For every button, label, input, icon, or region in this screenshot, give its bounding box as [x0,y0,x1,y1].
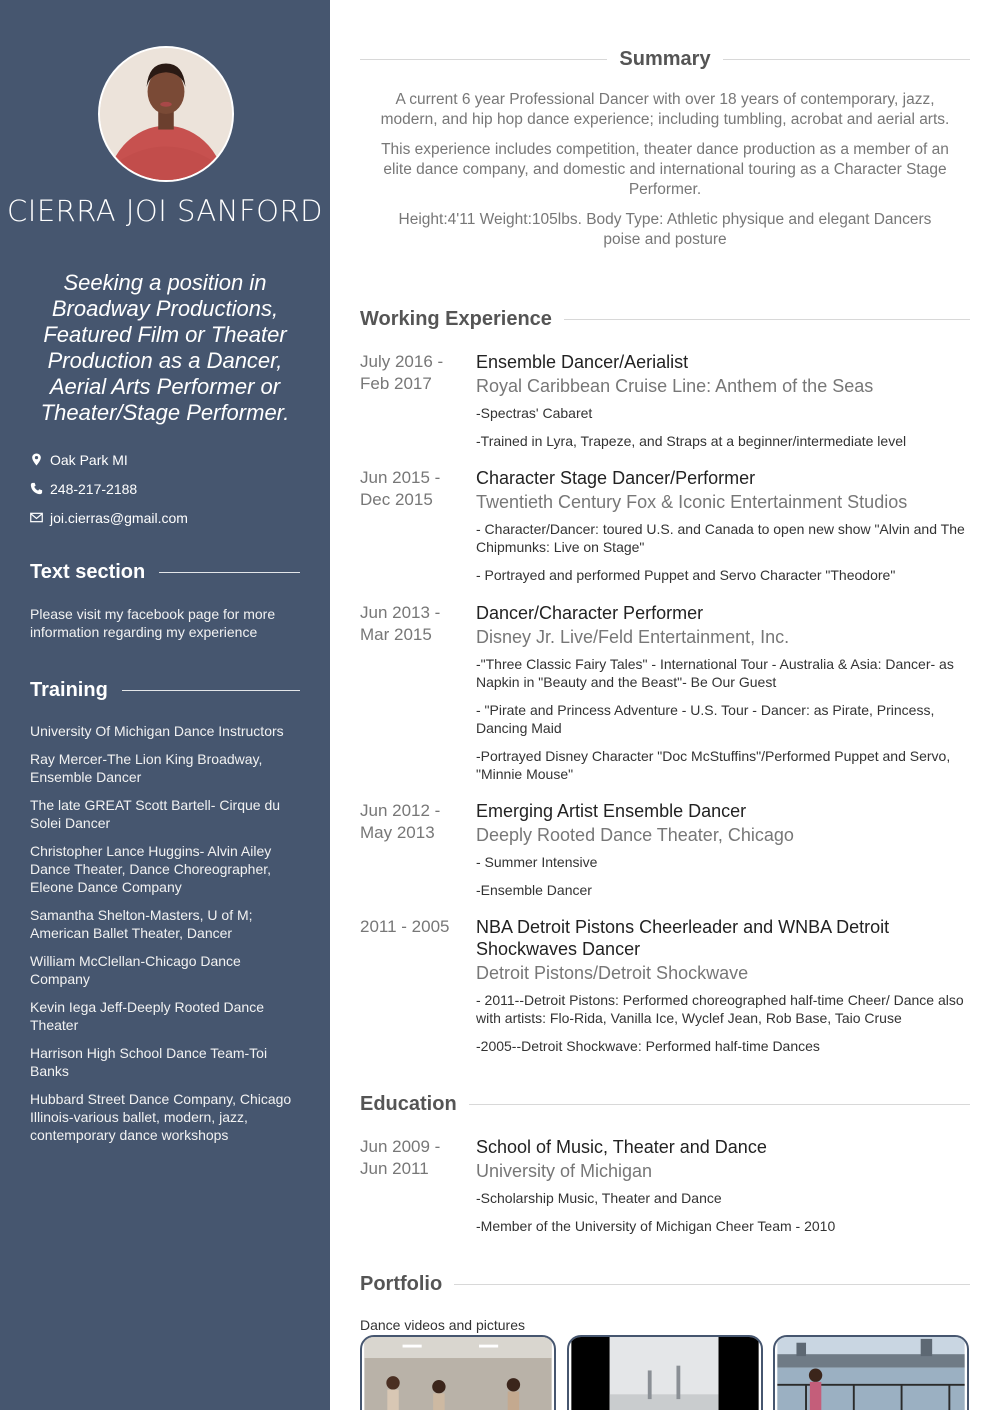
divider [360,59,607,60]
entry-company: Royal Caribbean Cruise Line: Anthem of the Seas [476,376,874,396]
profile-photo [100,48,232,180]
entry-title: Character Stage Dancer/Performer [476,468,756,488]
entry-body [476,1136,970,1240]
divider [723,59,970,60]
entry-title: Dancer/Character Performer [476,603,704,623]
training-list [30,722,300,1154]
divider [564,319,970,320]
summary-heading [360,46,970,72]
text-section-title: Text section [30,561,146,583]
entry-title: NBA Detroit Pistons Cheerleader and WNBA Detroit Shockwaves Dancer [476,917,890,959]
entry-title: Emerging Artist Ensemble Dancer [476,801,747,821]
summary-text [380,90,950,260]
entry-body [476,351,970,455]
portfolio-gallery [360,1335,970,1410]
list-item: William McClellan-Chicago Dance Company [30,953,241,987]
education-heading [360,1093,970,1116]
entry-details [476,655,970,783]
portfolio-caption: Dance videos and pictures [360,1317,525,1333]
entry-date: Jun 2009 - Jun 2011 [360,1137,441,1178]
entry-detail: -Spectras' Cabaret [476,405,593,421]
list-item: Harrison High School Dance Team-Toi Banks [30,1045,268,1079]
text-section-heading [30,561,300,584]
entry-date: Jun 2012 - May 2013 [360,801,441,842]
entry-detail: - Character/Dancer: toured U.S. and Canada to open new show "Alvin and The Chipmunks: Live on Stage" [476,521,965,555]
entry-detail: -Scholarship Music, Theater and Dance [476,1190,722,1206]
entry-details [476,404,970,450]
entry-body [476,916,970,1060]
list-item: University Of Michigan Dance Instructors [30,723,284,739]
portfolio-heading [360,1273,970,1296]
entry-body [476,602,970,788]
training-title: Training [30,679,108,701]
entry-detail: -Portrayed Disney Character "Doc McStuffins"/Performed Puppet and Servo, "Minnie Mouse" [476,748,951,782]
location-text: Oak Park MI [50,451,128,468]
portfolio-thumbnail-1[interactable] [360,1335,556,1410]
candidate-name: CIERRA JOI SANFORD [7,194,323,228]
entry-detail: - Portrayed and performed Puppet and Servo Character "Theodore" [476,567,896,583]
experience-title: Working Experience [360,308,552,330]
entry-detail: - Summer Intensive [476,854,598,870]
portfolio-thumbnail-2[interactable] [567,1335,763,1410]
list-item: Samantha Shelton-Masters, U of M; American Ballet Theater, Dancer [30,907,253,941]
list-item: Christopher Lance Huggins- Alvin Ailey Dance Theater, Dance Choreographer, Eleone Dance Company [30,843,272,895]
entry-detail: -Ensemble Dancer [476,882,592,898]
entry-detail: -2005--Detroit Shockwave: Performed half-time Dances [476,1038,820,1054]
email-link[interactable]: joi.cierras@gmail.com [50,509,188,526]
summary-title: Summary [619,47,711,70]
entry-detail: - 2011--Detroit Pistons: Performed choreographed half-time Cheer/ Dance also with artists: Flo-Rida, Vanilla Ice, Wyclef Jean, Rob Base, Taio Cruse [476,992,964,1026]
divider [122,690,300,691]
entry-company: Disney Jr. Live/Feld Entertainment, Inc. [476,627,790,647]
entry-detail: -Member of the University of Michigan Cheer Team - 2010 [476,1218,836,1234]
list-item: Hubbard Street Dance Company, Chicago Illinois-various ballet, modern, jazz, contemporary dance workshops [30,1091,292,1143]
entry-company: Twentieth Century Fox & Iconic Entertainment Studios [476,492,908,512]
entry-date: Jun 2013 - Mar 2015 [360,603,441,644]
entry-date: July 2016 - Feb 2017 [360,352,444,393]
entry-detail: -"Three Classic Fairy Tales" - International Tour - Australia & Asia: Dancer- as Napkin in "Beauty and the Beast"- Be Our Guest [476,656,954,690]
entry-title: Ensemble Dancer/Aerialist [476,352,689,372]
entry-company: Detroit Pistons/Detroit Shockwave [476,963,749,983]
summary-paragraph: A current 6 year Professional Dancer with over 18 years of contemporary, jazz, modern, and hip hop dance experience; including tumbling, acrobat and aerial arts. [380,91,950,128]
entry-date: Jun 2015 - Dec 2015 [360,468,441,509]
contact-email [30,503,300,532]
main-content [360,0,970,1410]
education-title: Education [360,1093,457,1115]
entry-details [476,991,970,1055]
phone-text[interactable]: 248-217-2188 [50,480,138,497]
phone-icon [30,480,48,498]
text-section-body: Please visit my facebook page for more information regarding my experience [30,606,276,640]
training-heading [30,679,300,702]
entry-details [476,853,970,899]
entry-detail: - "Pirate and Princess Adventure - U.S. Tour - Dancer: as Pirate, Princess, Dancing Maid [476,702,935,736]
summary-paragraph: This experience includes competition, theater dance production as a member of an elite dance company, and domestic and international touring as a Character Stage Performer. [381,141,949,198]
sidebar [0,0,330,1410]
list-item: Ray Mercer-The Lion King Broadway, Ensemble Dancer [30,751,263,785]
entry-details [476,1189,970,1235]
portfolio-title: Portfolio [360,1273,443,1295]
objective-statement: Seeking a position in Broadway Productions, Featured Film or Theater Production as a Dancer, Aerial Arts Performer or Theater/Stage Performer. [40,270,290,425]
list-item: Kevin Iega Jeff-Deeply Rooted Dance Theater [30,999,264,1033]
map-pin-icon [30,451,48,469]
envelope-icon [30,509,48,527]
contact-location [30,445,300,474]
entry-title: School of Music, Theater and Dance [476,1137,767,1157]
entry-details [476,520,970,584]
avatar [98,46,234,182]
entry-company: Deeply Rooted Dance Theater, Chicago [476,825,794,845]
portfolio-thumbnail-3[interactable] [773,1335,969,1410]
divider [159,572,300,573]
list-item: The late GREAT Scott Bartell- Cirque du Solei Dancer [30,797,281,831]
entry-body [476,800,970,904]
entry-body [476,467,970,589]
entry-company: University of Michigan [476,1161,653,1181]
entry-detail: -Trained in Lyra, Trapeze, and Straps at a beginner/intermediate level [476,433,907,449]
divider [469,1104,970,1105]
divider [454,1284,970,1285]
contact-phone [30,474,300,503]
entry-date: 2011 - 2005 [360,917,450,936]
summary-paragraph: Height:4'11 Weight:105lbs. Body Type: Athletic physique and elegant Dancers poise and posture [398,211,932,248]
experience-heading [360,308,970,331]
contact-info [30,445,300,532]
